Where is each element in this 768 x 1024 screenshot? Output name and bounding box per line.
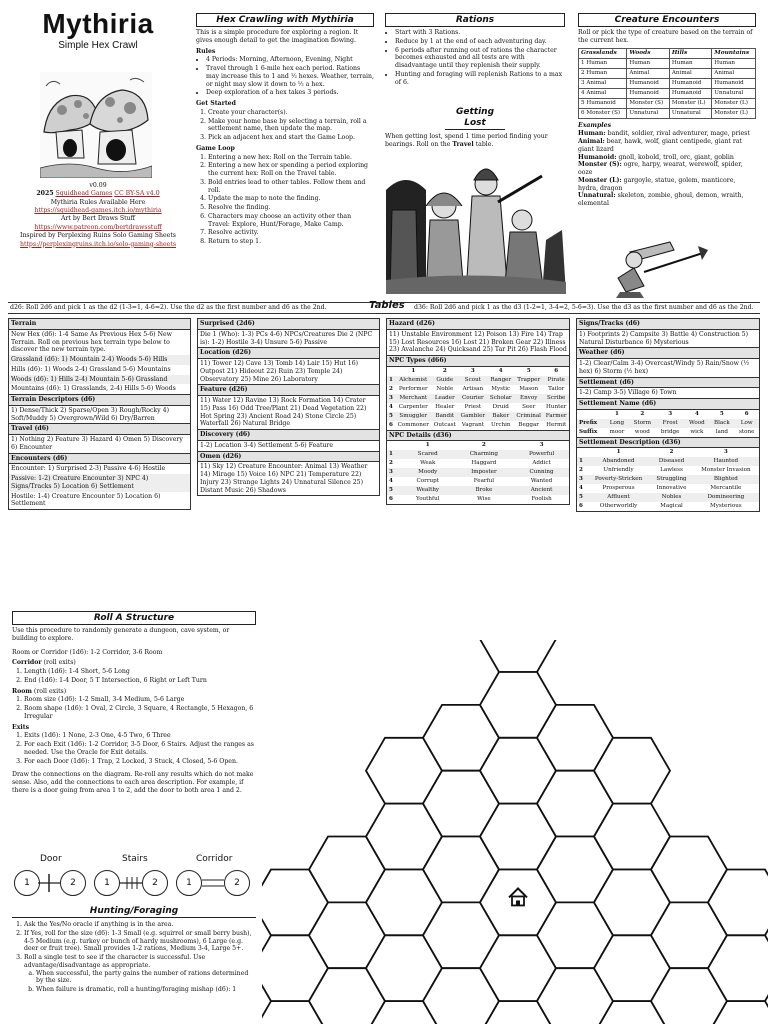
room-list <box>24 696 256 720</box>
omen-table <box>197 452 380 497</box>
d26-rule: d26: Roll 2d6 and pick 1 as the d2 (1-3=1, 4-6=2). Use the d2 as the first number and d6 as the 2nd. <box>10 304 327 311</box>
stairs-label: Stairs <box>122 854 148 864</box>
rules-line: Mythiria Rules Available Here <box>50 198 146 206</box>
table-row: 3 Merchant Leader Courier Scholar Envoy Scribe <box>387 394 569 403</box>
list-item: 2. For each Exit (1d6): 1-2 Corridor, 3-5 Door, 6 Stairs. Adjust the ranges as needed. Use the Oracle for Exit details. <box>24 741 256 757</box>
terrain-descriptors-table <box>8 395 191 424</box>
grassland-row: Grassland (d6): 1) Mountain 2-4) Woods 5-6) Hills <box>9 355 190 365</box>
table-row: 2 Unfriendly Lawless Monster Invasion <box>579 467 751 474</box>
settlement-description-table <box>576 438 760 513</box>
table-row: 4 Prosperous Innovative Mercantile <box>579 485 742 492</box>
signs-tracks-text: 1) Footprints 2) Campsite 3) Battle 4) Construction 5) Natural Disturbance 6) Mysterious <box>579 330 749 346</box>
signs-tracks-table <box>576 318 760 348</box>
table-row: 3 Poverty-Stricken Struggling Blighted <box>577 475 759 484</box>
table-row: 5 Smuggler Bandit Gambler Baker Criminal Farmer <box>387 412 569 421</box>
terrain-table <box>8 318 191 395</box>
mountains-row: Mountains (d6): 1) Grasslands, 2-4) Hills 5-6) Woods <box>11 385 176 393</box>
col-header: Hills <box>669 48 711 58</box>
col-header: Mountains <box>712 48 756 58</box>
list-item: 1. Exits (1d6): 1 None, 2-3 One, 4-5 Two, 6 Three <box>24 732 256 740</box>
list-item: • 4 Periods: Morning, Afternoon, Evening, Night <box>206 56 374 64</box>
crocodile-warrior-illustration <box>610 232 710 298</box>
table-row: 6 Commoner Outcast Vagrant Urchin Beggar Hermit <box>389 421 567 428</box>
art-link[interactable]: https://www.patreon.com/bertdrawsstuff <box>34 223 162 231</box>
exits-heading: Exits <box>12 723 30 731</box>
inspired-link[interactable]: https://perplexingruins.itch.io/solo-gaming-sheets <box>19 240 177 248</box>
copyright-year: 2025 <box>36 190 54 198</box>
list-item: Monster (S): ogre, harpy, wearat, werewolf, spider, ooze <box>578 161 743 177</box>
table-row: 5 Wealthy Broke Ancient <box>387 486 569 495</box>
table-row: 1 Abandoned Diseased Haunted <box>577 457 759 466</box>
table-row: 3 Animal Humanoid Humanoid Humanoid <box>579 78 756 88</box>
list-item: 2. Room shape (1d6): 1 Oval, 2 Circle, 3 Square, 4 Rectangle, 5 Hexagon, 6 Irregular <box>24 705 256 721</box>
list-item: • Hunting and foraging will replenish Rations to a max of 6. <box>395 71 565 87</box>
area-1-node: 1 <box>14 870 40 896</box>
tables-col-2 <box>197 318 380 496</box>
location-text: 11) Tower 12) Cave 13) Tomb 14) Lair 15) Hut 16) Outpost 21) Hideout 22) Ruin 23) Temple 24) Observatory 25) Mine 26) Laboratory <box>200 360 359 383</box>
encounters-intro: Roll or pick the type of creature based on the terrain of the current hex. <box>578 29 753 44</box>
encounters-title: Encounters (d6) <box>9 454 190 465</box>
discovery-title: Discovery (d6) <box>198 430 379 441</box>
list-item: 7. Resolve activity. <box>208 229 374 237</box>
game-loop-list <box>208 154 374 246</box>
rules-heading: Rules <box>196 47 216 55</box>
location-table <box>197 348 380 385</box>
hex-crawl-section <box>196 13 374 247</box>
get-started-heading: Get Started <box>196 100 236 107</box>
discovery-table <box>197 430 380 452</box>
npc-types-title: NPC Types (d66) <box>387 356 569 367</box>
table-row: 4 Animal Humanoid Humanoid Unnatural <box>579 88 756 98</box>
tables-col-3 <box>386 318 570 505</box>
list-item: 5. Resolve the finding. <box>208 204 374 212</box>
list-item: 3. Roll a single test to see if the character is successful. Use advantage/disadvantage as appropriate. a. When successful, the party gains the number of rations determined by the size. b. When failure is dramatic, roll a hunting/foraging mishap (d6): 1 <box>24 954 256 994</box>
list-item: 1. Create your character(s). <box>208 109 374 117</box>
title-block <box>10 8 186 53</box>
hex-crawl-header: Hex Crawling with Mythiria <box>196 13 374 27</box>
credits-block <box>10 182 186 249</box>
hostile-text: Hostile: 1-4) Creature Encounter 5) Location 6) Settlement <box>11 492 161 508</box>
table-row: 1 Human Human Human Human <box>579 58 756 68</box>
list-item: 3. For each Door (1d6): 1 Trap, 2 Locked, 3 Stuck, 4 Closed, 5-6 Open. <box>24 758 256 766</box>
discovery-text: 1-2) Location 3-4) Settlement 5-6) Feature <box>200 441 334 449</box>
list-item: 1. Entering a new hex: Roll on the Terrain table. <box>208 154 374 162</box>
omen-text: 11) Sky 12) Creature Encounter: Animal 13) Weather 14) Mirage 15) Voice 16) NPC 21) Temperature 22) Injury 23) Strange Lights 24) Unnatural Silence 25) Distant Music 26) Shadows <box>200 463 368 494</box>
settlement-name-grid: 1 2 3 4 5 6 Prefix Long Storm Frost Wood Black Low Suffix moor wood bridge wick land stone <box>577 410 759 437</box>
weather-text: 1-2) Clear/Calm 3-4) Overcast/Windy 5) Rain/Snow (½ hex) 6) Storm (½ hex) <box>579 360 750 375</box>
new-hex-text: New Hex (d6): 1-4 Same As Previous Hex 5-6) New Terrain. Roll on previous hex terrain type below to discover the new terrain type. <box>11 330 172 354</box>
table-row: 2 Weak Haggard Addict <box>389 460 551 467</box>
list-item: • Reduce by 1 at the end of each adventuring day. <box>395 38 565 46</box>
corridor-heading: Corridor (roll exits) <box>12 659 76 667</box>
structure-header: Roll A Structure <box>12 611 256 625</box>
list-item: 6. Characters may choose an activity other than Travel: Explore, Hunt/Forage, Make Camp. <box>208 213 374 229</box>
weather-title: Weather (d6) <box>577 348 759 359</box>
settlement-table <box>576 378 760 400</box>
hunting-section <box>12 906 256 995</box>
structure-intro: Use this procedure to randomly generate a dungeon, cave system, or building to explore. <box>12 627 230 642</box>
settlement-text: 1-2) Camp 3-5) Village 6) Town <box>579 389 677 397</box>
npc-types-table <box>386 356 570 431</box>
feature-title: Feature (d26) <box>198 385 379 396</box>
signs-tracks-title: Signs/Tracks (d6) <box>577 319 759 330</box>
table-row: 6 Otherworldly Magical Mysterious <box>579 503 742 510</box>
copyright-line <box>10 190 186 198</box>
terrain-descriptors-text: 1) Dense/Thick 2) Sparse/Open 3) Rough/Rocky 4) Soft/Muddy 5) Overgrown/Wild 6) Dry/Barren <box>11 406 169 422</box>
rules-list <box>206 56 374 97</box>
travel-table <box>8 424 191 453</box>
list-item: b. When failure is dramatic, roll a hunting/foraging mishap (d6): 1 <box>36 986 256 994</box>
settlement-description-title: Settlement Description (d36) <box>577 438 759 449</box>
list-item: 3. Pick an adjacent hex and start the Game Loop. <box>208 134 374 142</box>
getting-lost-header: Getting Lost <box>445 107 505 130</box>
hazard-table <box>386 318 570 356</box>
rations-header: Rations <box>385 13 565 27</box>
rations-list <box>395 29 565 86</box>
table-row: 2 Human Animal Animal Animal <box>579 68 756 78</box>
game-loop-heading: Game Loop <box>196 144 235 152</box>
list-item: a. When successful, the party gains the number of rations determined by the size. <box>36 970 256 986</box>
weather-table <box>576 348 760 377</box>
settlement-title: Settlement (d6) <box>577 378 759 389</box>
table-row: 3 Moody Imposter Cunning <box>387 468 569 477</box>
adventurers-illustration <box>386 150 566 294</box>
col-header: Woods <box>627 48 670 58</box>
list-item: 2. End (1d6): 1-4 Door, 5 T Intersection, 6 Right or Left Turn <box>24 677 256 685</box>
hazard-text: 11) Unstable Environment 12) Poison 13) Fire 14) Trap 15) Lost Resources 16) Lost 21) Broken Gear 22) Illness 23) Avalanche 24) Quicksand 25) Tar Pit 26) Flash Flood <box>389 330 567 354</box>
room-or-corridor: Room or Corridor (1d6): 1-2 Corridor, 3-6 Room <box>12 648 163 656</box>
woods-row: Woods (d6): 1) Hills 2-4) Mountain 5-6) Grassland <box>9 375 190 385</box>
table-row: 1 Scared Charming Powerful <box>387 450 569 459</box>
examples-list <box>578 130 756 208</box>
hex-map[interactable] <box>262 640 768 1024</box>
area-1-node: 1 <box>176 870 202 896</box>
list-item: Monster (L): gargoyle, statue, golem, manticore, hydra, dragon <box>578 176 736 192</box>
list-item: Animal: bear, hawk, wolf, giant centipede, giant rat giant lizard <box>578 138 743 153</box>
omen-title: Omen (d26) <box>198 452 379 463</box>
table-row: 5 Humanoid Monster (S) Monster (L) Monster (L) <box>579 98 756 108</box>
creature-encounters-section <box>578 13 756 208</box>
tables-col-4 <box>576 318 760 512</box>
publisher-link[interactable]: Squidhead Games <box>55 190 113 198</box>
rules-link[interactable]: https://squidhead-games.itch.io/mythiria <box>34 207 162 215</box>
table-row: 6 Youthful Wise Foolish <box>389 496 552 503</box>
version-text: v0.09 <box>89 182 107 189</box>
surprised-text: Die 1 (Who): 1-3) PCs 4-6) NPCs/Creatures Die 2 (NPC is): 1-2) Hostile 3-4) Unsure 5-6) Passive <box>200 330 373 346</box>
corridor-list <box>24 668 256 685</box>
hunting-sublist <box>36 970 256 994</box>
encounter-text: Encounter: 1) Surprised 2-3) Passive 4-6) Hostile <box>11 465 166 473</box>
table-row: 4 Carpenter Healer Priest Druid Seer Hunter <box>389 403 567 410</box>
tables-title: Tables <box>369 300 405 311</box>
list-item: 2. Make your home base by selecting a terrain, roll a settlement name, then update the map. <box>208 118 374 134</box>
rations-section <box>385 13 565 87</box>
hex-cell[interactable] <box>480 640 556 672</box>
area-1-node: 1 <box>94 870 120 896</box>
list-item: 4. Update the map to note the finding. <box>208 195 374 203</box>
getting-lost-section <box>385 107 565 152</box>
door-label: Door <box>40 854 62 864</box>
list-item: • 6 periods after running out of rations the character becomes exhausted and all tests are with disadvantage until they replenish their supply. <box>395 47 565 70</box>
area-2-node: 2 <box>60 870 86 896</box>
list-item: Human: bandit, soldier, rival adventurer, mage, priest <box>578 130 750 138</box>
settlement-name-title: Settlement Name (d6) <box>577 399 759 410</box>
creature-table <box>578 48 756 119</box>
col-header: Grasslands <box>579 48 627 58</box>
list-item: 2. If Yes, roll for the size (d6): 1-3 Small (e.g. squirrel or small berry bush), 4-5 Medium (e.g. turkey or bunch of hardy mushrooms), 6 Large (e.g. deer or fruit tree). Small provides 1-2 rations, Medium 3-4, Large 5+. <box>24 930 256 953</box>
hunting-list <box>24 921 256 994</box>
npc-types-grid: 1 2 3 4 5 6 1 Alchemist Guide Scout Ranger Trapper Pirate 2 Performer Noble Artisan Mystic Mason Tailor 3 Merchant Leader Courier Scholar Envoy Scribe 4 Carpenter Healer Priest Druid Seer Hunter 5 Smuggler Bandit Gambler Baker Criminal Farmer 6 Commoner Outcast Vagrant Urchin Beggar Hermit <box>387 367 569 430</box>
list-item: • Deep exploration of a hex takes 3 periods. <box>206 89 374 97</box>
surprised-table <box>197 318 380 348</box>
examples-heading: Examples <box>578 121 612 129</box>
list-item: 3. Bold entries lead to other tables. Follow them and roll. <box>208 179 374 195</box>
getting-lost-text: When getting lost, spend 1 time period finding your bearings. Roll on the Travel table. <box>385 133 548 148</box>
feature-text: 11) Water 12) Ravine 13) Rock Formation 14) Crater 15) Pass 16) Odd Tree/Plant 21) Dead Vegetation 22) Hot Spring 23) Ancient Road 24) Stone Circle 25) Waterfall 26) Natural Bridge <box>200 397 367 428</box>
connection-diagram <box>12 854 256 900</box>
hunting-header: Hunting/Foraging <box>12 906 256 918</box>
table-row: Prefix Long Storm Frost Wood Black Low <box>577 419 759 428</box>
encounters-table <box>8 454 191 511</box>
list-item: 2. Entering a new hex or spending a period exploring the current hex: Roll on the Travel table. <box>208 162 374 178</box>
table-row: 1 Alchemist Guide Scout Ranger Trapper Pirate <box>387 376 569 385</box>
connection-lines <box>12 868 256 898</box>
exits-list <box>24 732 256 765</box>
tables-bar <box>8 302 760 314</box>
area-2-node: 2 <box>224 870 250 896</box>
corridor-label: Corridor <box>196 854 233 864</box>
inspired-credit: Inspired by Perplexing Ruins Solo Gaming Sheets <box>20 232 176 240</box>
table-row: 6 Monster (S) Unnatural Unnatural Monster (L) <box>579 108 756 118</box>
list-item: Unnatural: skeleton, zombie, ghoul, demon, wraith, elemental <box>578 192 744 208</box>
settlement-description-grid: 1 2 3 1 Abandoned Diseased Haunted 2 Unfriendly Lawless Monster Invasion 3 Poverty-Stricken Struggling Blighted 4 Prosperous Innovative Mercantile 5 Affluent Nobles Domineering 6 Otherworldly Magical Mysterious <box>577 448 759 511</box>
travel-text: 1) Nothing 2) Feature 3) Hazard 4) Omen 5) Discovery 6) Encounter <box>11 436 183 451</box>
art-credit: Art by Bert Draws Stuff <box>60 215 136 223</box>
settlement-name-table <box>576 399 760 438</box>
tables-col-1 <box>8 318 191 510</box>
list-item: 8. Return to step 1. <box>208 238 374 246</box>
location-title: Location (d26) <box>198 348 379 359</box>
list-item: 1. Room size (1d6): 1-2 Small, 3-4 Medium, 5-6 Large <box>24 696 256 704</box>
hazard-title: Hazard (d26) <box>387 319 569 330</box>
list-item: • Start with 3 Rations. <box>395 29 565 37</box>
hills-row: Hills (d6): 1) Woods 2-4) Grassland 5-6) Mountains <box>11 365 171 373</box>
structure-section <box>12 611 256 798</box>
npc-details-table <box>386 431 570 506</box>
hex-intro: This is a simple procedure for exploring a region. It gives enough detail to get the imagination flowing. <box>196 29 359 44</box>
passive-text: Passive: 1-2) Creature Encounter 3) NPC 4) Signs/Tracks 5) Location 6) Settlement <box>9 474 190 492</box>
structure-outro: Draw the connections on the diagram. Re-roll any results which do not make sense. Also, add the connections to each area description. For example, if there is a door going from area 1 to 2, add the door to both area 1 and 2. <box>12 771 254 794</box>
area-2-node: 2 <box>142 870 168 896</box>
mushroom-houses-illustration <box>40 72 152 178</box>
d36-rule: d36: Roll 2d6 and pick 1 as the d3 (1-2=1, 3-4=2, 5-6=3). Use the d3 as the first number and d6 as the 2nd. <box>414 304 754 311</box>
table-row: 2 Performer Noble Artisan Mystic Mason Tailor <box>389 385 565 392</box>
creature-encounters-header: Creature Encounters <box>578 13 756 27</box>
list-item: Humanoid: gnoll, kobold, troll, orc, giant, goblin <box>578 153 734 161</box>
page-title: Mythiria <box>42 8 154 39</box>
table-row: 5 Affluent Nobles Domineering <box>577 493 759 502</box>
npc-details-grid: 1 2 3 1 Scared Charming Powerful 2 Weak Haggard Addict 3 Moody Imposter Cunning 4 Corrupt Fearful Wanted 5 Wealthy Broke Ancient 6 Youthful Wise Foolish <box>387 441 569 504</box>
table-row: Suffix moor wood bridge wick land stone <box>579 428 755 435</box>
terrain-descriptors-title: Terrain Descriptors (d6) <box>9 395 190 406</box>
page-subtitle: Simple Hex Crawl <box>58 40 138 51</box>
table-row: 4 Corrupt Fearful Wanted <box>389 478 553 485</box>
feature-table <box>197 385 380 430</box>
npc-details-title: NPC Details (d36) <box>387 431 569 442</box>
list-item: 1. Length (1d6): 1-4 Short, 5-6 Long <box>24 668 256 676</box>
license-link[interactable]: CC BY-SA v4.0 <box>114 190 160 198</box>
travel-title: Travel (d6) <box>9 424 190 435</box>
list-item: • Travel through 1 6-mile hex each period. Rations may increase this to 1 and ½ hexes. Weather, terrain, or night may slow it down to ½ a hex. <box>206 65 374 88</box>
surprised-title: Surprised (2d6) <box>198 319 379 330</box>
get-started-list <box>208 109 374 142</box>
list-item: 1. Ask the Yes/No oracle if anything is in the area. <box>24 921 256 929</box>
room-heading: Room (roll exits) <box>12 687 67 695</box>
terrain-table-title: Terrain <box>9 319 190 330</box>
